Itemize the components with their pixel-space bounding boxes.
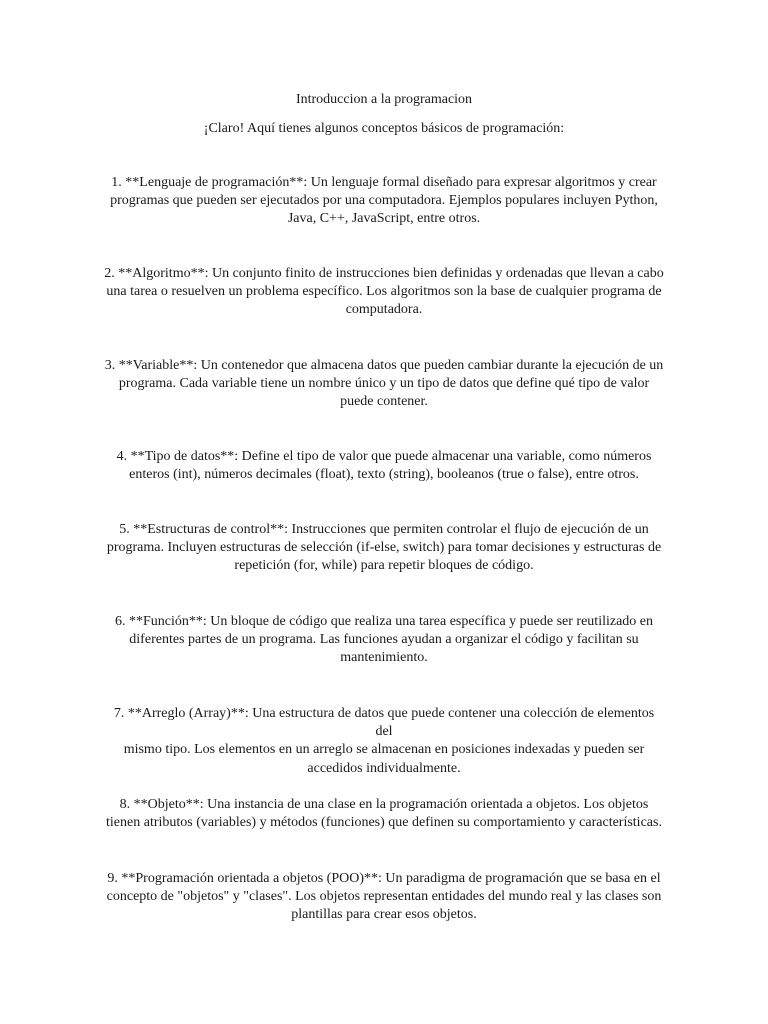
concept-line: accedidos individualmente. bbox=[307, 760, 461, 776]
concept-line: una tarea o resuelven un problema específico. Los algoritmos son la base de cualquier programa de bbox=[106, 284, 662, 300]
concept-item bbox=[104, 796, 664, 832]
concept-line: plantillas para crear esos objetos. bbox=[291, 907, 477, 923]
concept-line: enteros (int), números decimales (float), texto (string), booleanos (true o false), entre otros. bbox=[129, 467, 639, 483]
concept-line: diferentes partes de un programa. Las funciones ayudan a organizar el código y facilitan su bbox=[129, 632, 639, 648]
concept-line: puede contener. bbox=[340, 394, 428, 410]
concept-line: 4. **Tipo de datos**: Define el tipo de valor que puede almacenar una variable, como números bbox=[116, 449, 652, 464]
concept-item bbox=[104, 265, 664, 320]
concept-line: mismo tipo. Los elementos en un arreglo se almacenan en posiciones indexadas y pueden ser bbox=[123, 742, 645, 758]
concept-line: repetición (for, while) para repetir bloques de código. bbox=[234, 558, 534, 574]
concept-line: 2. **Algoritmo**: Un conjunto finito de instrucciones bien definidas y ordenadas que llevan a cabo bbox=[104, 266, 664, 281]
concept-line: 8. **Objeto**: Una instancia de una clase en la programación orientada a objetos. Los objetos bbox=[119, 797, 649, 812]
document-intro: ¡Claro! Aquí tienes algunos conceptos básicos de programación: bbox=[203, 121, 565, 136]
concept-line: tienen atributos (variables) y métodos (funciones) que definen su comportamiento y características. bbox=[106, 815, 662, 831]
concept-item bbox=[104, 357, 664, 412]
concept-item bbox=[104, 705, 664, 778]
concept-item bbox=[104, 174, 664, 229]
concept-line: programas que pueden ser ejecutados por una computadora. Ejemplos populares incluyen Python, bbox=[110, 193, 658, 209]
concept-line: mantenimiento. bbox=[340, 650, 428, 666]
concept-line: 7. **Arreglo (Array)**: Una estructura de datos que puede contener una colección de elementos del bbox=[113, 706, 655, 740]
concept-line: concepto de "objetos" y "clases". Los objetos representan entidades del mundo real y las clases son bbox=[106, 889, 662, 905]
concept-line: computadora. bbox=[345, 302, 423, 318]
concept-line: 5. **Estructuras de control**: Instrucciones que permiten controlar el flujo de ejecución de un bbox=[119, 522, 649, 537]
concept-line: programa. Cada variable tiene un nombre único y un tipo de datos que define qué tipo de valor bbox=[118, 376, 650, 392]
concept-line: 9. **Programación orientada a objetos (POO)**: Un paradigma de programación que se basa en el bbox=[107, 871, 661, 886]
concept-line: programa. Incluyen estructuras de selección (if-else, switch) para tomar decisiones y estructuras de bbox=[106, 540, 662, 556]
document-title: Introduccion a la programacion bbox=[295, 92, 473, 107]
concept-line: 6. **Función**: Un bloque de código que realiza una tarea específica y puede ser reutilizado en bbox=[114, 614, 653, 629]
concept-line: Java, C++, JavaScript, entre otros. bbox=[287, 211, 481, 227]
concept-item bbox=[104, 870, 664, 925]
concept-line: 3. **Variable**: Un contenedor que almacena datos que pueden cambiar durante la ejecución de un bbox=[104, 358, 664, 373]
concept-line: 1. **Lenguaje de programación**: Un lenguaje formal diseñado para expresar algoritmos y crear bbox=[111, 175, 657, 190]
concept-item bbox=[104, 448, 664, 484]
concept-item bbox=[104, 521, 664, 576]
concept-item bbox=[104, 613, 664, 668]
